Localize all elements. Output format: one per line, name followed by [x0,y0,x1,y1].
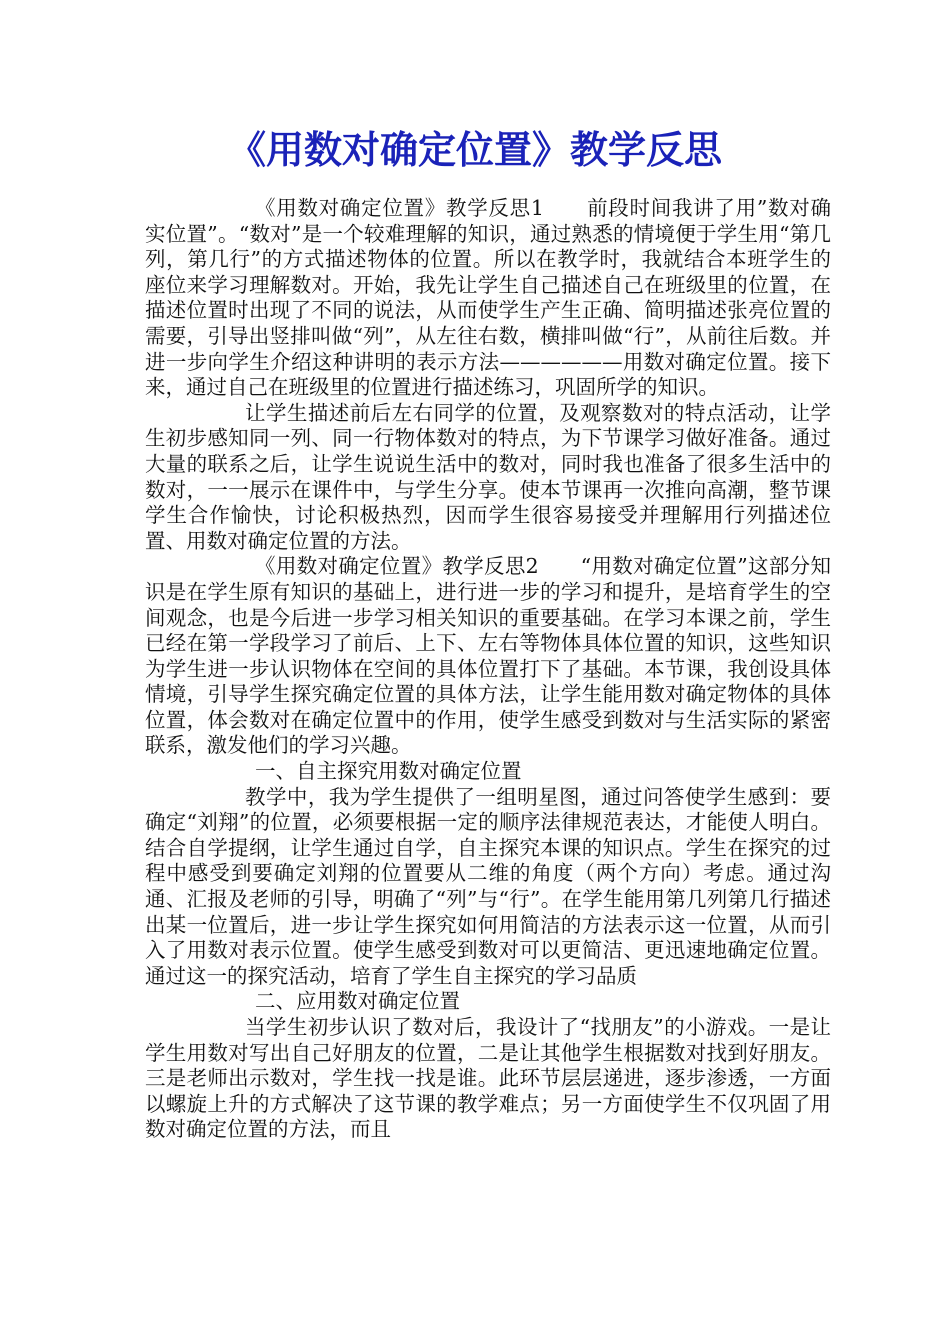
paragraph-section-1: 教学中，我为学生提供了一组明星图，通过问答使学生感到：要确定“刘翔”的位置，必须要根据一定的顺序法律规范表达，才能使人明白。结合自学提纲，让学生通过自学，自主探究本课的知识点。学生在探究的过程中感受到要确定刘翔的位置要从二维的角度（两个方向）考虑。通过沟通、汇报及老师的引导，明确了“列”与“行”。在学生能用第几列第几行描述出某一位置后，进一步让学生探究如何用简洁的方法表示这一位置，从而引入了用数对表示位置。使学生感受到数对可以更简洁、更迅速地确定位置。通过这一的探究活动，培育了学生自主探究的学习品质 [145,784,831,988]
section-heading-1: 一、自主探究用数对确定位置 [255,759,522,784]
page-title: 《用数对确定位置》教学反思 [227,128,722,172]
paragraph-reflection-1-continued: 让学生描述前后左右同学的位置，及观察数对的特点活动，让学生初步感知同一列、同一行物体数对的特点，为下节课学习做好准备。通过大量的联系之后，让学生说说生活中的数对，同时我也准备了很多生活中的数对，一一展示在课件中，与学生分享。使本节课再一次推向高潮，整节课学生合作愉快，讨论积极热烈，因而学生很容易接受并理解用行列描述位置、用数对确定位置的方法。 [145,400,831,553]
section-heading-2: 二、应用数对确定位置 [255,989,460,1014]
paragraph-section-2: 当学生初步认识了数对后，我设计了“找朋友”的小游戏。一是让学生用数对写出自己好朋友的位置，二是让其他学生根据数对找到好朋友。三是老师出示数对，学生找一找是谁。此环节层层递进，逐步渗透，一方面以螺旋上升的方式解决了这节课的教学难点；另一方面使学生不仅巩固了用数对确定位置的方法，而且 [145,1015,831,1142]
document-body [145,196,831,1143]
paragraph-reflection-1: 《用数对确定位置》教学反思1 前段时间我讲了用”数对确实位置”。“数对”是一个较难理解的知识，通过熟悉的情境便于学生用“第几列，第几行”的方式描述物体的位置。所以在教学时，我就结合本班学生的座位来学习理解数对。开始，我先让学生自己描述自己在班级里的位置，在描述位置时出现了不同的说法，从而使学生产生正确、简明描述张亮位置的需要，引导出竖排叫做“列”，从左往右数，横排叫做“行”，从前往后数。并进一步向学生介绍这种讲明的表示方法——————用数对确定位置。接下来，通过自己在班级里的位置进行描述练习，巩固所学的知识。 [145,196,831,400]
paragraph-reflection-2: 《用数对确定位置》教学反思2 “用数对确定位置”这部分知识是在学生原有知识的基础上，进行进一步的学习和提升，是培育学生的空间观念，也是今后进一步学习相关知识的重要基础。在学习本课之前，学生已经在第一学段学习了前后、上下、左右等物体具体位置的知识，这些知识为学生进一步认识物体在空间的具体位置打下了基础。本节课，我创设具体情境，引导学生探究确定位置的具体方法，让学生能用数对确定物体的具体位置，体会数对在确定位置中的作用，使学生感受到数对与生活实际的紧密联系，激发他们的学习兴趣。 [145,554,831,758]
